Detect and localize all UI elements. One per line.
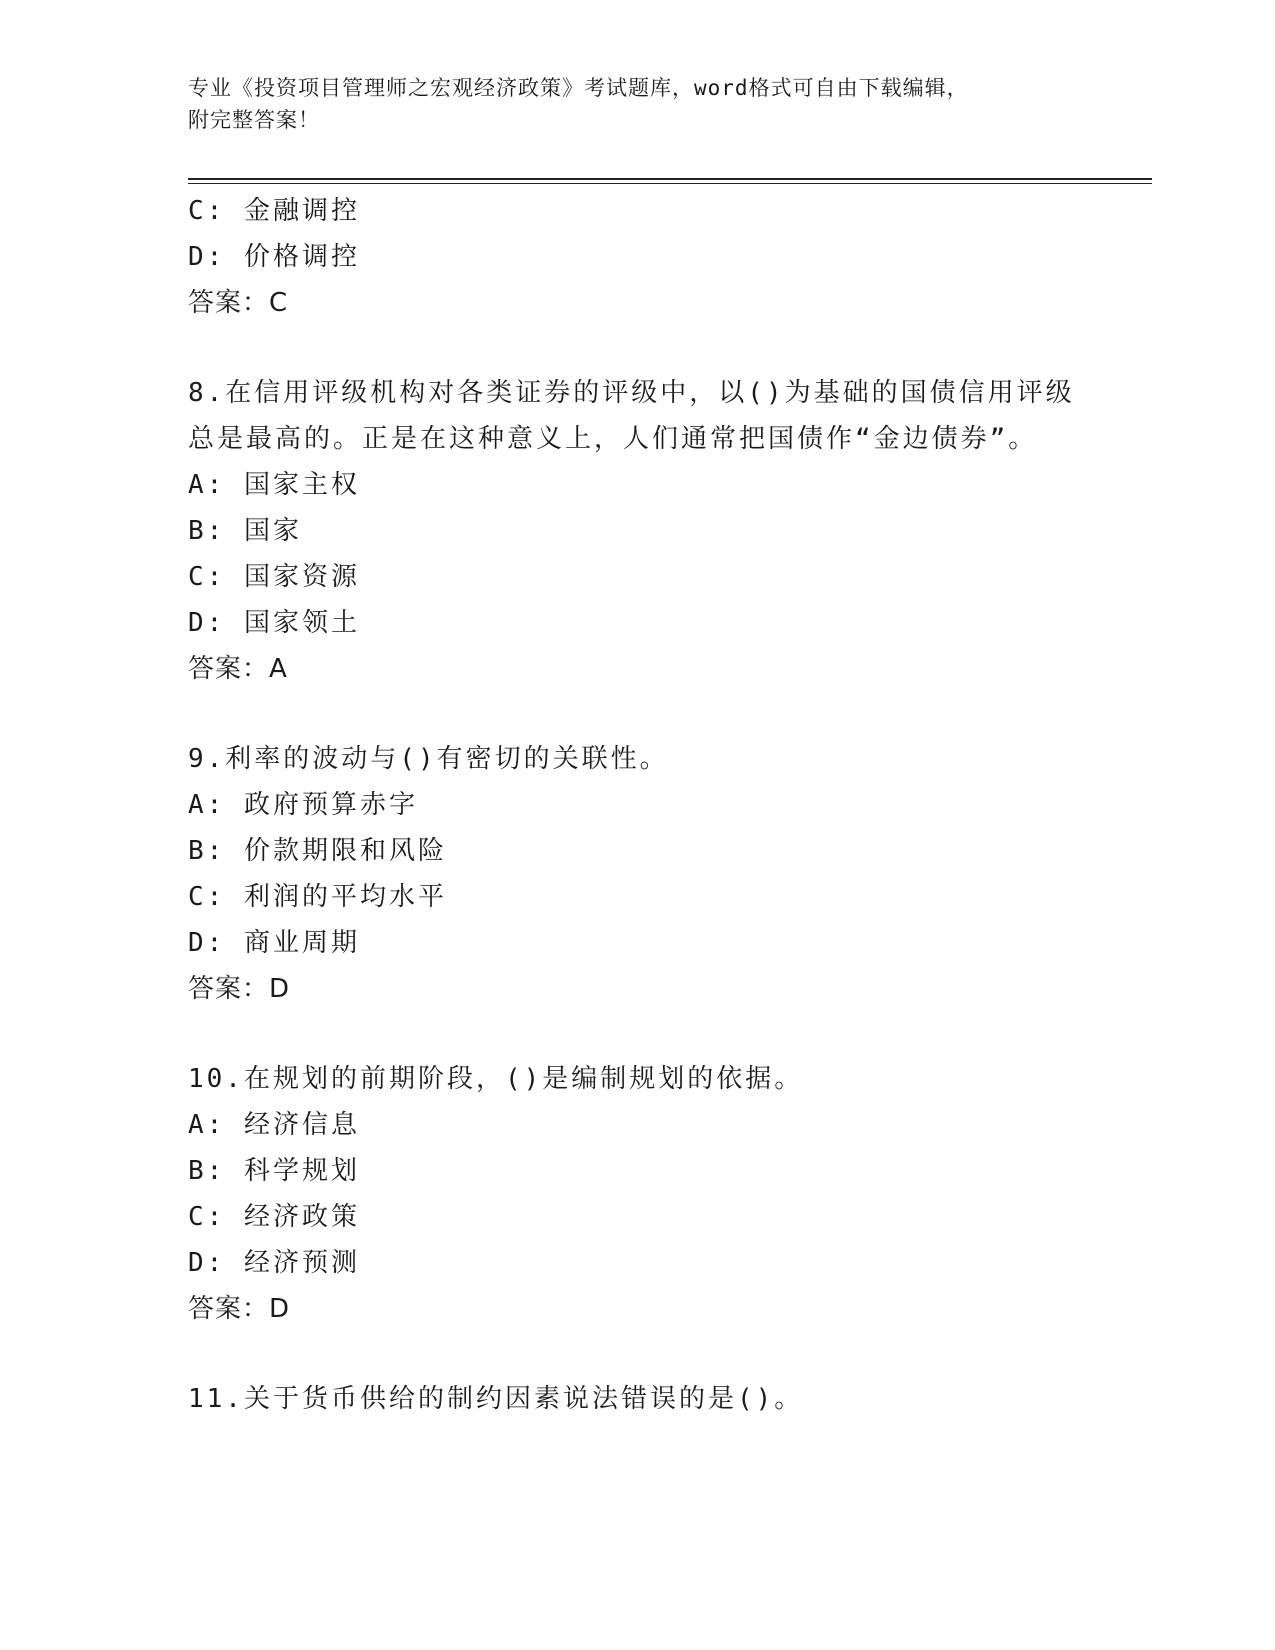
option-a — [188, 782, 1088, 828]
header-line-2: 附完整答案！ — [188, 108, 320, 132]
option-a — [188, 462, 1088, 508]
answer-line: 答案：C — [188, 288, 289, 318]
answer-line: 答案：D — [188, 1294, 291, 1324]
question-stem: 10.在规划的前期阶段，()是编制规划的依据。 — [188, 1064, 804, 1094]
option-c — [188, 188, 1088, 234]
question-9 — [188, 736, 1088, 1012]
option-label: D: — [188, 242, 226, 272]
question-stem: 8.在信用评级机构对各类证券的评级中，以()为基础的国债信用评级 — [188, 378, 1075, 408]
option-label: B: — [188, 516, 226, 546]
option-label: B: — [188, 836, 226, 866]
option-text: 经济信息 — [243, 1110, 360, 1140]
option-text: 经济预测 — [243, 1248, 360, 1278]
option-d — [188, 234, 1088, 280]
option-d — [188, 600, 1088, 646]
option-label: D: — [188, 928, 226, 958]
option-label: B: — [188, 1156, 226, 1186]
spacer — [188, 1332, 1088, 1376]
spacer — [188, 326, 1088, 370]
question-8 — [188, 370, 1088, 692]
option-text: 商业周期 — [243, 928, 360, 958]
option-text: 国家 — [243, 516, 302, 546]
option-label: D: — [188, 1248, 226, 1278]
option-text: 价款期限和风险 — [243, 836, 447, 866]
option-text: 科学规划 — [243, 1156, 360, 1186]
question-10 — [188, 1056, 1088, 1332]
option-c — [188, 874, 1088, 920]
option-label: C: — [188, 882, 226, 912]
option-text: 经济政策 — [243, 1202, 360, 1232]
option-b — [188, 1148, 1088, 1194]
header-divider — [188, 178, 1152, 184]
option-text: 利润的平均水平 — [243, 882, 447, 912]
question-7-tail — [188, 188, 1088, 326]
spacer — [188, 692, 1088, 736]
option-text: 金融调控 — [243, 196, 360, 226]
page-header — [188, 72, 1088, 136]
answer-line: 答案：A — [188, 654, 288, 684]
header-line-1: 专业《投资项目管理师之宏观经济政策》考试题库，word格式可自由下载编辑， — [188, 76, 969, 100]
option-d — [188, 920, 1088, 966]
option-c — [188, 1194, 1088, 1240]
option-b — [188, 828, 1088, 874]
question-stem: 11.关于货币供给的制约因素说法错误的是()。 — [188, 1384, 804, 1414]
option-text: 国家资源 — [243, 562, 360, 592]
option-d — [188, 1240, 1088, 1286]
question-content — [188, 188, 1088, 1422]
question-stem-continued: 总是最高的。正是在这种意义上，人们通常把国债作“金边债券”。 — [188, 424, 1038, 454]
spacer — [188, 1012, 1088, 1056]
question-stem: 9.利率的波动与()有密切的关联性。 — [188, 744, 669, 774]
option-label: C: — [188, 196, 226, 226]
option-text: 国家领土 — [243, 608, 360, 638]
option-text: 政府预算赤字 — [243, 790, 418, 820]
option-c — [188, 554, 1088, 600]
option-text: 价格调控 — [243, 242, 360, 272]
option-label: D: — [188, 608, 226, 638]
question-11 — [188, 1376, 1088, 1422]
option-a — [188, 1102, 1088, 1148]
answer-line: 答案：D — [188, 974, 291, 1004]
option-label: A: — [188, 470, 226, 500]
option-label: C: — [188, 562, 226, 592]
option-b — [188, 508, 1088, 554]
option-label: C: — [188, 1202, 226, 1232]
option-label: A: — [188, 790, 226, 820]
option-label: A: — [188, 1110, 226, 1140]
option-text: 国家主权 — [243, 470, 360, 500]
